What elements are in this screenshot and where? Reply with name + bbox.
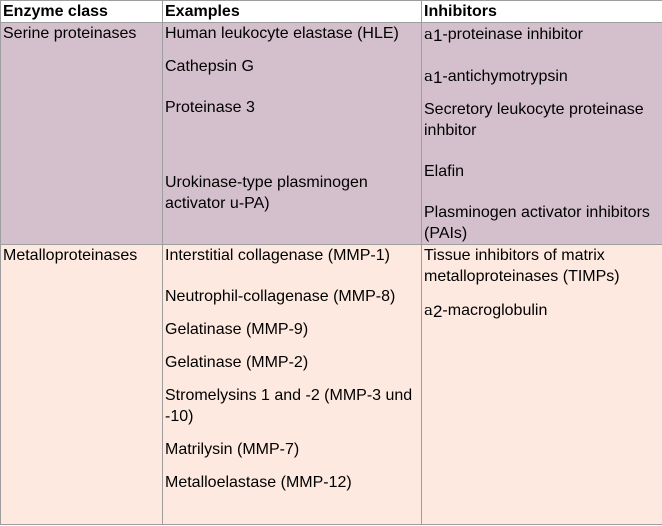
alpha-symbol: a [424, 67, 433, 85]
header-enzyme-class: Enzyme class [1, 1, 163, 23]
inhibitor-text: -antichymotrypsin [442, 68, 568, 85]
inhibitor-text: -macroglobulin [442, 302, 548, 319]
examples-cell [163, 23, 422, 245]
example-item: Cathepsin G [165, 58, 254, 75]
alpha-symbol: a [424, 301, 433, 319]
example-item: Interstitial collagenase (MMP-1) [165, 247, 390, 264]
table-row-metallo [1, 245, 662, 525]
example-item: Human leukocyte elastase (HLE) [165, 25, 399, 42]
example-item: Metalloelastase (MMP-12) [165, 474, 352, 491]
inhibitor-item [424, 65, 660, 87]
header-row [1, 1, 662, 23]
example-item: Neutrophil-collagenase (MMP-8) [165, 288, 396, 305]
inhibitor-item: Elafin [424, 163, 465, 180]
subscript: 2 [432, 302, 443, 321]
inhibitor-text: -proteinase inhibitor [442, 26, 583, 43]
inhibitor-item: Tissue inhibitors of matrix metalloproteinases (TIMPs) [424, 247, 620, 285]
examples-cell [163, 245, 422, 525]
example-item: Matrilysin (MMP-7) [165, 441, 300, 458]
inhibitors-cell [422, 245, 662, 525]
example-item: Proteinase 3 [165, 99, 255, 116]
subscript: 1 [432, 68, 443, 87]
example-item: Stromelysins 1 and -2 (MMP-3 und -10) [165, 387, 413, 425]
header-inhibitors: Inhibitors [422, 1, 662, 23]
table-row-serine [1, 23, 662, 245]
example-item: Gelatinase (MMP-2) [165, 354, 309, 371]
header-examples: Examples [163, 1, 422, 23]
inhibitor-item [424, 23, 660, 45]
inhibitor-item [424, 299, 660, 321]
example-item: Gelatinase (MMP-9) [165, 321, 309, 338]
alpha-symbol: a [424, 25, 433, 43]
inhibitor-item: Plasminogen activator inhibitors (PAIs) [424, 204, 650, 242]
enzyme-class-cell: Metalloproteinases [1, 245, 163, 525]
subscript: 1 [432, 26, 443, 45]
example-item: Urokinase-type plasminogen activator u-PA) [165, 174, 368, 212]
inhibitors-cell [422, 23, 662, 245]
inhibitor-item: Secretory leukocyte proteinase inhbitor [424, 101, 644, 139]
enzyme-class-cell: Serine proteinases [1, 23, 163, 245]
